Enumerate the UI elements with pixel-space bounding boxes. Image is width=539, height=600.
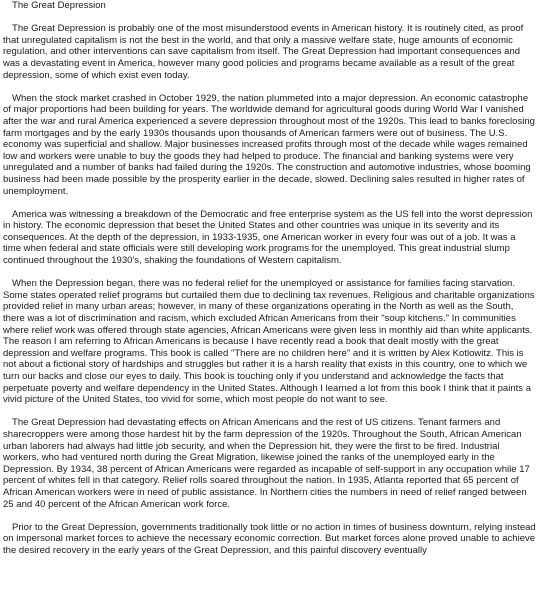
paragraph-2: When the stock market crashed in October 1929, the nation plummeted into a major depression. An economic catastrophe of major proportions had been building for years. The worldwide demand for agricultural goods during World War I vanished after the war and rural America experienced a severe depression throughout most of the 1920s. This lead to banks foreclosing farm mortgages and by the early 1930s thousands upon thousands of American farmers were out of business. The U.S. economy was superficial and shallow. Major businesses increased profits through most of the decade while wages remained low and workers were unable to buy the goods they had helped to produce. The financial and banking systems were very unregulated and a number of banks had failed during the 1920s. The construction and automotive industries, whose booming business had been made possible by the prosperity earlier in the decade, slowed. Declining sales resulted in higher rates of unemployment. bbox=[3, 92, 535, 197]
spacer bbox=[3, 12, 536, 24]
paragraph-4: When the Depression began, there was no federal relief for the unemployed or assistance for families facing starvation. Some states operated relief programs but curtailed them due to declining tax revenues. Religious and charitable organizations provided relief in many urban areas; however, in many of these organizations operating in the North as well as the South, there was a lot of discrimination and racism, which excluded African Americans from their "soup kitchens." In communities where relief work was offered through state agencies, African Americans were given less in monthly aid than white applicants. The reason I am referring to African Americans is because I have recently read a book that dealt mostly with the great depression and welfare programs. This book is called "There are no children here" and it is written by Alex Kotlowitz. This is not about a fictional story of hardships and struggles but rather it is a harsh reality that exists in this country, one to which we turn our backs and close our eyes to daily. This book is touching only if you understand and acknowledge the facts that perpetuate poverty and welfare dependency in the United States. Although I learned a lot from this book I think that it paints a vivid picture of the United States, too vivid for some, which most people do not want to see. bbox=[3, 278, 535, 406]
spacer bbox=[3, 197, 536, 209]
paragraph-6: Prior to the Great Depression, governments traditionally took little or no action in times of business downturn, relying instead on impersonal market forces to achieve the necessary economic correction. But market forces alone proved unable to achieve the desired recovery in the early years of the Great Depression, and this painful discovery eventually bbox=[3, 521, 536, 556]
spacer bbox=[3, 510, 536, 522]
spacer bbox=[3, 81, 536, 93]
paragraph-3: America was witnessing a breakdown of the Democratic and free enterprise system as the US fell into the worst depression in history. The economic depression that beset the United States and other countries was unique in its severity and its consequences. At the depth of the depression, in 1933-1935, one American worker in every four was out of a job. It was a time when federal and state officials were still developing work programs for the unemployed. This great industrial slump continued throughout the 1930's, shaking the foundations of Western capitalism. bbox=[3, 208, 533, 267]
paragraph-1: The Great Depression is probably one of the most misunderstood events in American history. It is routinely cited, as proof that unregulated capitalism is not the best in the world, and that only a massive welfare state, huge amounts of economic regulation, and other interventions can save capitalism from itself. The Great Depression had important consequences and was a devastating event in America, however many good policies and programs became available as a result of the great depression, some of which exist even today. bbox=[3, 23, 524, 81]
paragraph-5: The Great Depression had devastating effects on African Americans and the rest of US citizens. Tenant farmers and sharecroppers were among those hardest hit by the farm depression of the 1920s. Throughout the South, African American urban laborers had always had little job security, and when the Depression hit, they were the first to be fired. Industrial workers, who had ventured north during the Great Migration, likewise joined the ranks of the unemployed early in the Depression. By 1934, 38 percent of African Americans were regarded as incapable of self-support in any occupation while 17 percent of whites fell in that category. Relief rolls soared throughout the nation. In 1935, Atlanta reported that 65 percent of African American workers were in need of public assistance. In Northern cities the numbers in need of relief ranged between 25 and 40 percent of the African American work force. bbox=[3, 417, 530, 510]
document bbox=[3, 0, 536, 557]
document-title: The Great Depression bbox=[12, 0, 106, 11]
spacer bbox=[3, 406, 536, 418]
spacer bbox=[3, 267, 536, 279]
